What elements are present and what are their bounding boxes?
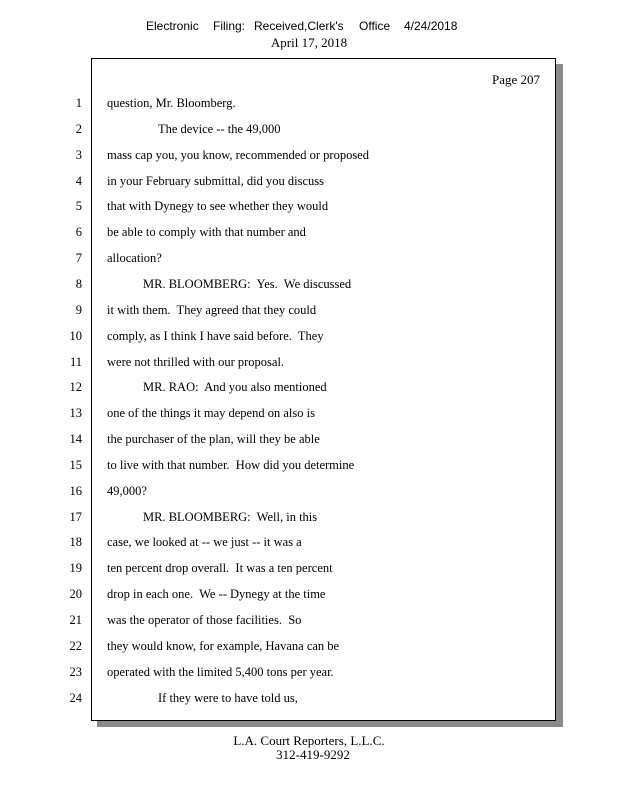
footer-company: L.A. Court Reporters, L.L.C. (233, 733, 385, 748)
filing-stamp-date: 4/24/2018 (404, 19, 458, 33)
transcript-line: the purchaser of the plan, will they be able (107, 432, 320, 446)
line-number: 9 (75, 303, 82, 317)
transcript-line: question, Mr. Bloomberg. (107, 96, 236, 110)
footer-phone: 312-419-9292 (276, 747, 350, 762)
transcript-line: be able to comply with that number and (107, 225, 306, 239)
transcript-line: 49,000? (107, 484, 147, 498)
line-number: 20 (69, 587, 82, 601)
transcript-line: were not thrilled with our proposal. (107, 355, 285, 369)
line-number: 7 (75, 251, 82, 265)
transcript-line: to live with that number. How did you determine (107, 458, 355, 472)
filing-stamp (0, 19, 618, 35)
line-number: 15 (69, 458, 82, 472)
line-number: 8 (75, 277, 82, 291)
line-number: 10 (69, 329, 82, 343)
line-number: 6 (75, 225, 82, 239)
transcript-line: mass cap you, you know, recommended or proposed (107, 148, 369, 162)
filing-stamp-electronic: Electronic (146, 19, 199, 33)
line-number: 23 (69, 665, 82, 679)
line-number: 2 (75, 122, 82, 136)
page-number: Page 207 (491, 72, 540, 87)
transcript-line: comply, as I think I have said before. They (107, 329, 324, 343)
transcript-line: that with Dynegy to see whether they would (107, 199, 329, 213)
line-number: 22 (69, 639, 82, 653)
line-number: 14 (69, 432, 82, 446)
transcript-line: MR. BLOOMBERG: Yes. We discussed (143, 277, 352, 291)
transcript-line: MR. BLOOMBERG: Well, in this (143, 510, 318, 524)
line-number: 3 (75, 148, 82, 162)
transcript-line: The device -- the 49,000 (158, 122, 281, 136)
line-number: 17 (69, 510, 82, 524)
filing-stamp-filing: Filing: (213, 19, 246, 33)
filing-stamp-office: Office (359, 19, 391, 33)
transcript-line: was the operator of those facilities. So (107, 613, 302, 627)
line-number: 5 (75, 199, 82, 213)
transcript-line: one of the things it may depend on also is (107, 406, 315, 420)
transcript-line: drop in each one. We -- Dynegy at the time (107, 587, 326, 601)
line-number: 19 (69, 561, 82, 575)
line-number: 12 (69, 380, 82, 394)
transcript-line: ten percent drop overall. It was a ten percent (107, 561, 333, 575)
transcript-line: they would know, for example, Havana can be (107, 639, 340, 653)
transcript-line: allocation? (107, 251, 162, 265)
line-number: 21 (69, 613, 82, 627)
transcript-line: If they were to have told us, (158, 691, 298, 705)
line-number: 24 (69, 691, 82, 705)
line-number: 11 (69, 355, 82, 369)
line-number: 13 (69, 406, 82, 420)
line-number: 18 (69, 535, 82, 549)
transcript-date: April 17, 2018 (270, 35, 348, 50)
transcript-line: operated with the limited 5,400 tons per year. (107, 665, 334, 679)
transcript-line: it with them. They agreed that they could (107, 303, 317, 317)
filing-stamp-received: Received,Clerk's (254, 19, 344, 33)
transcript-line: in your February submittal, did you discuss (107, 174, 324, 188)
transcript-line: case, we looked at -- we just -- it was a (107, 535, 302, 549)
line-number: 4 (75, 174, 82, 188)
line-number: 1 (75, 96, 82, 110)
line-number: 16 (69, 484, 82, 498)
transcript-line: MR. RAO: And you also mentioned (143, 380, 327, 394)
